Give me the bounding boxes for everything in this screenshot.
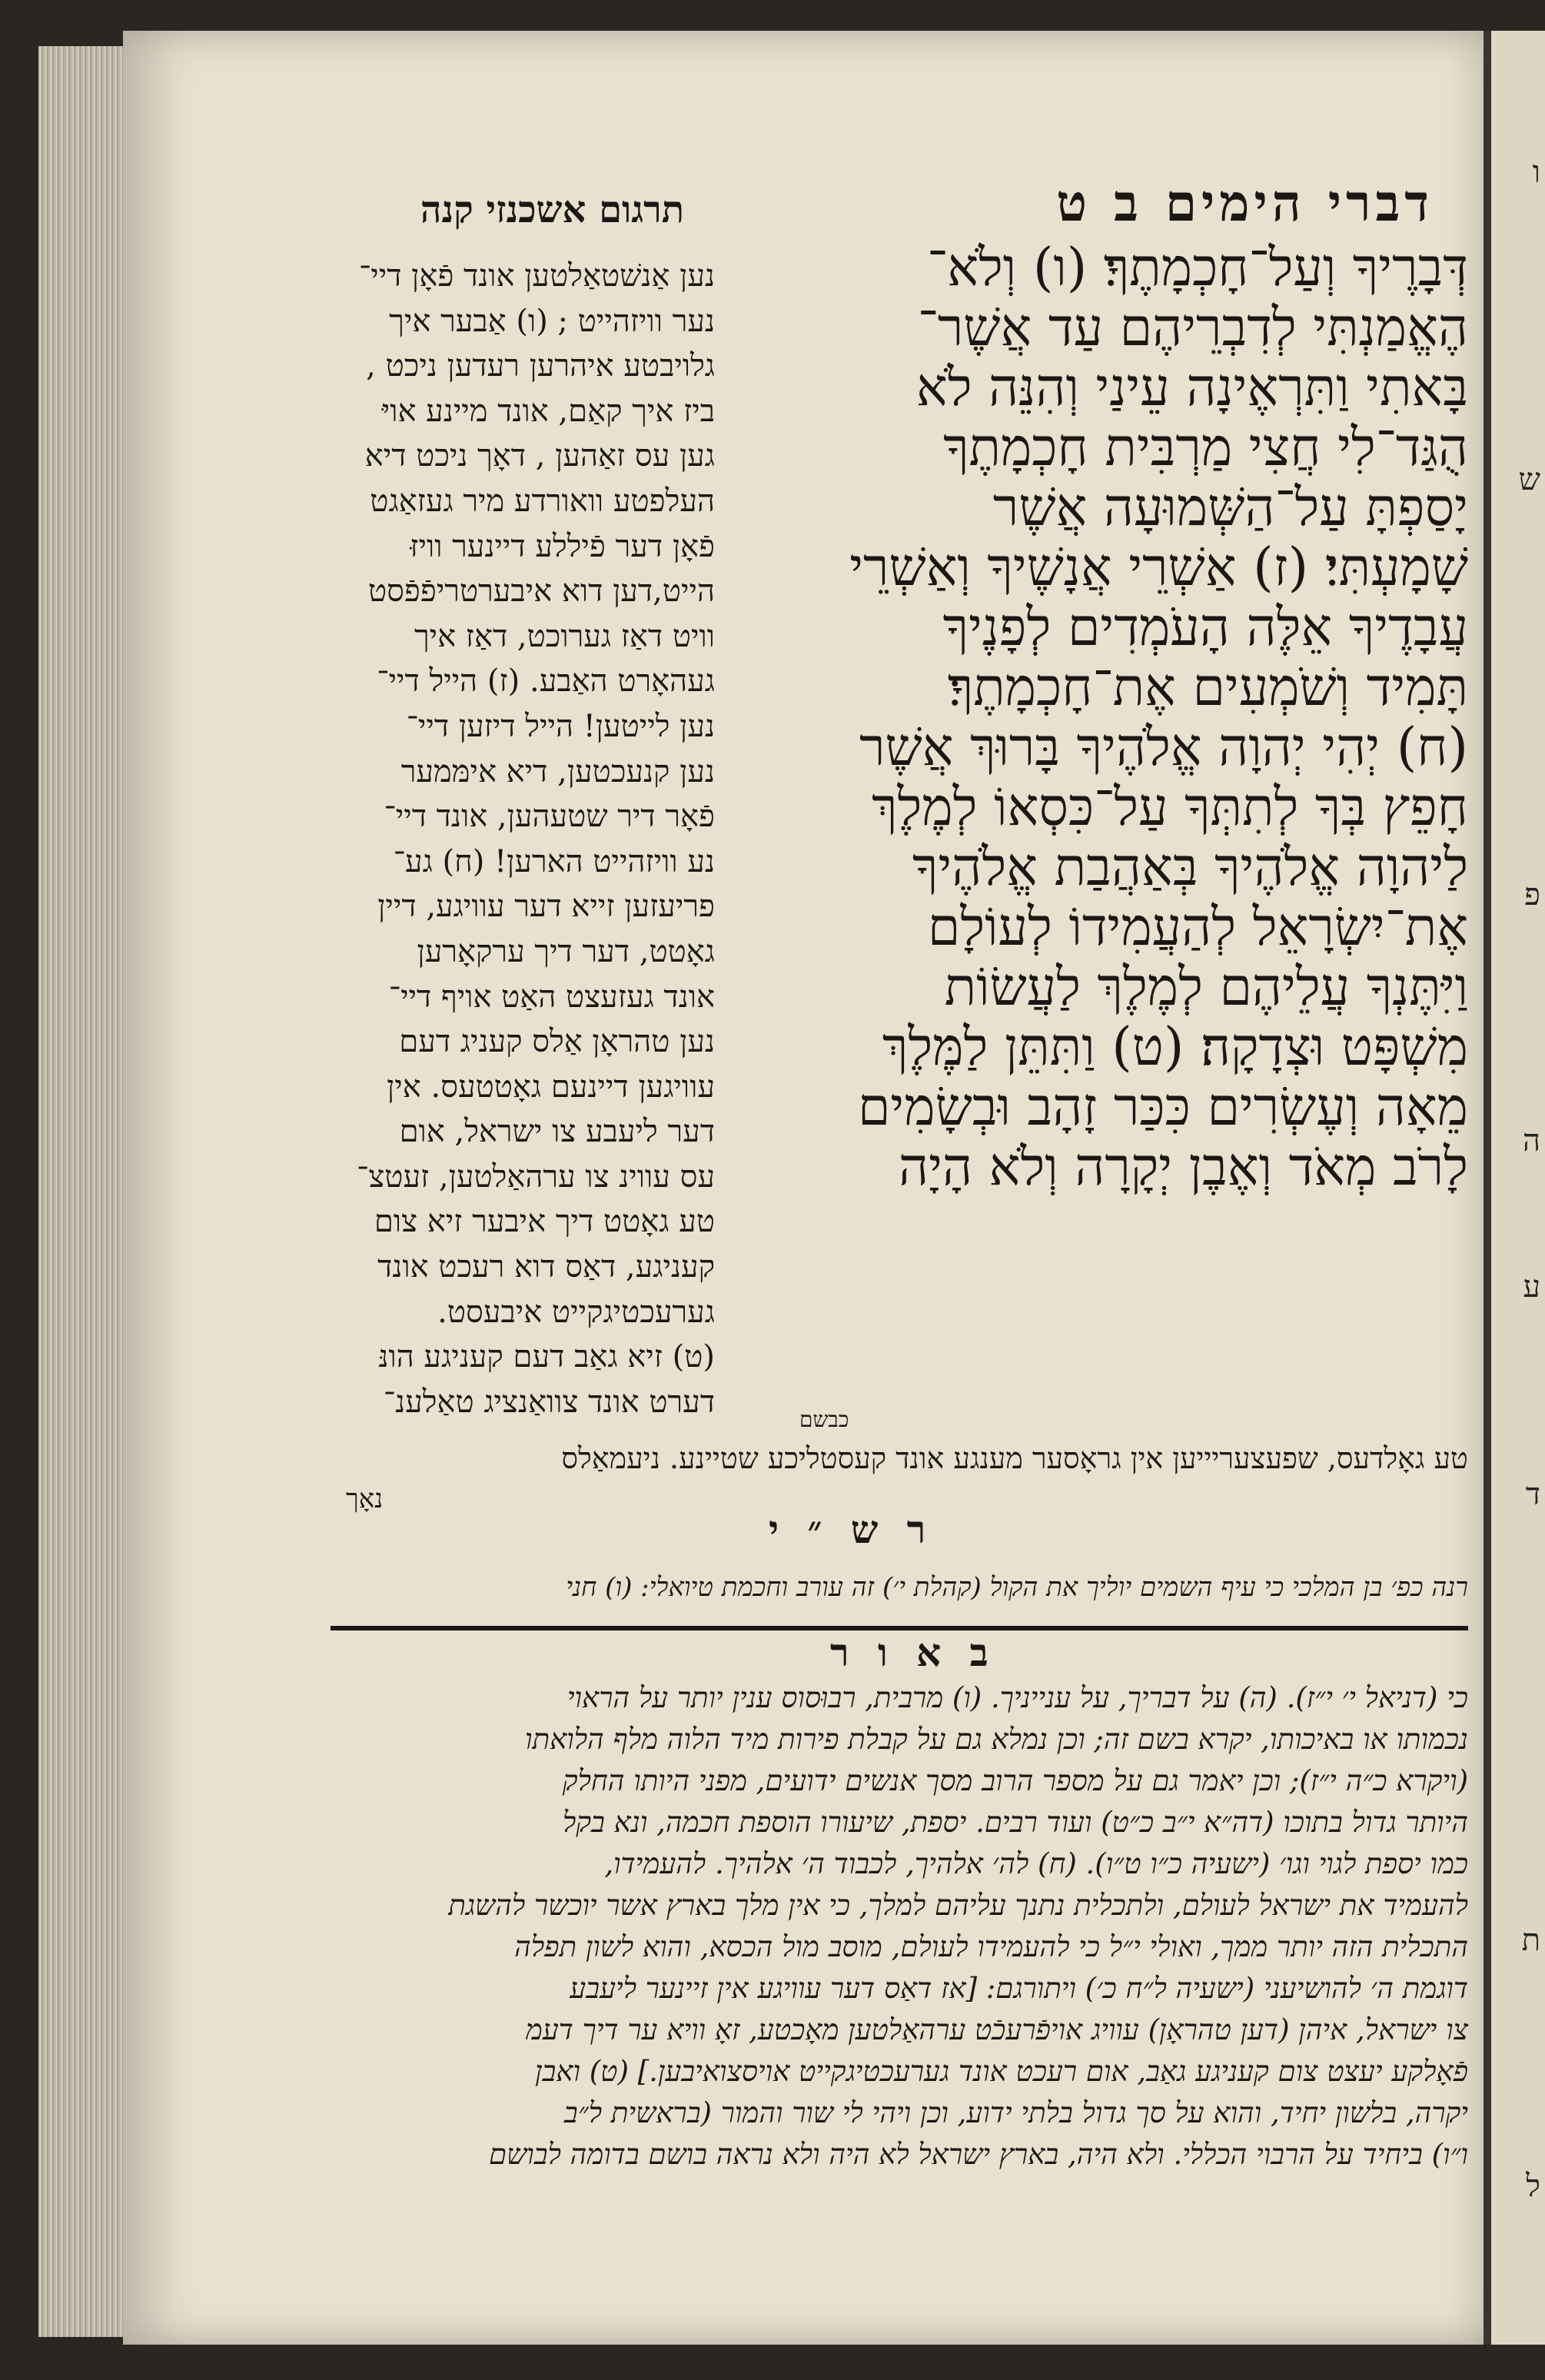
biur-line: נכמותו או באיכותו, יקרא בשם זה; וכן נמלא גם על קבלת פירות מיד הלוה מלף הלואתו	[525, 1723, 1468, 1756]
running-head-translation-title: תרגום אשכנזי קנה	[420, 188, 684, 231]
facing-page-glyph: ת	[1521, 1923, 1540, 1958]
biur-line: ו״ו) ביחיד על הרבוי הכללי. ולא היה, בארץ ישראל לא היה ולא נראה בושם בדומה לבושם	[488, 2138, 1468, 2171]
facing-page-glyph: ד	[1525, 1477, 1540, 1512]
translation-line: נען קנעכטען, דיא אימּמער	[400, 753, 715, 789]
main-text-line: וַיִּתֶּנְךָ עֲלֵיהֶם לְמֶלֶךְ לַעֲשׂוֹת	[944, 957, 1468, 1018]
translation-line: טע גאָטט דיך איבער זיא צום	[374, 1204, 715, 1240]
rashi-heading: ר ש ״ י	[769, 1507, 934, 1552]
main-text-line: לָרֹב מְאֹד וְאֶבֶן יְקָרָה וְלֹא הָיָה	[899, 1137, 1468, 1198]
translation-line: געהאָרט האַבע. (ז) הייל דיי־	[377, 663, 715, 700]
facing-page-glyph: ו	[1532, 155, 1540, 190]
main-text-line: יָסַפְתָּ עַל־הַשְּׁמוּעָה אֲשֶׁר	[992, 477, 1468, 538]
translation-line: אונד געזעצט האַט אויף דיי־	[388, 979, 715, 1015]
facing-page-edge	[1484, 31, 1545, 2345]
translation-line: דער ליעבע צו ישראל, אום	[399, 1114, 715, 1150]
facing-page-glyph: ל	[1526, 2169, 1540, 2204]
biur-line: (ויקרא כ״ה י״ז); וכן יאמר גם על מספר הרוב מסך אנשים ידועים, מפני היותו החלק	[562, 1764, 1468, 1797]
main-catchword: כבשם	[799, 1407, 849, 1432]
main-text-line: (ח) יְהִי יְהוָה אֱלֹהֶיךָ בָּרוּךְ אֲשֶׁר	[859, 717, 1468, 778]
facing-page-glyph: ש	[1518, 462, 1540, 497]
main-text-line: הֻגַּד־לִי חֲצִי מַרְבִּית חָכְמָתֶךָ	[943, 417, 1468, 478]
translation-line: עוויגען דיינעם גאָטטעס. אין	[387, 1069, 715, 1105]
running-head-book-title: דברי הימים ב ט	[1056, 173, 1434, 233]
translation-line: נען לייטען! הייל דיזען דיי־	[406, 708, 715, 744]
translation-line: קעניגע, דאַס דוא רעכט אונד	[377, 1249, 715, 1285]
translation-line: נען אַנשׁטאַלטען אונד פֿאָן דיי־	[358, 258, 715, 294]
translation-column	[323, 254, 715, 1424]
biur-line: להעמיד את ישראל לעולם, ולתכלית נתנך עליהם למלך, כי אין מלך בארץ אשר יוכשר להשגת	[448, 1889, 1468, 1922]
translation-line: ביז איך קאַם, אונד מיינע אויּ	[381, 393, 715, 429]
translation-line: עס עווינ צו ערהאַלטען, זעטצ־	[357, 1158, 715, 1195]
main-text-line: דְּבָרֶיךָ וְעַל־חָכְמָתֶךָ׃ (ו) וְלֹא־	[927, 238, 1468, 298]
translation-line: פריעזען זייא דער עוויגע, דיין	[377, 889, 715, 925]
biur-line: התכלית הזה יותר ממך, ואולי י״ל כי להעמידו לעולם, מוסב מול הכסא, והוא לשון תפלה	[514, 1930, 1468, 1963]
translation-line: נע וויזהייט הארען! (ח) גע־	[393, 843, 715, 879]
translation-line: גאָטט, דער דיך ערקאָרען	[417, 933, 715, 969]
translation-line: (ט) זיא גאַב דעם קעניגע הונּ	[378, 1339, 715, 1375]
translation-line: נען טהראָן אַלס קעניג דעם	[399, 1024, 715, 1060]
biur-line: דוגמת ה׳ להושיעני (ישעיה ל״ח כ׳) ויתורגם: [אז דאַס דער עוויגע אין זיינער ליעבע	[570, 1972, 1468, 2005]
translation-line: העלפטע וואורדע מיר געזאַגט	[370, 483, 715, 519]
facing-page-glyph: ה	[1522, 1123, 1540, 1158]
main-text-line: מֵאָה וְעֶשְׂרִים כִּכַּר זָהָב וּבְשָׂמִים	[858, 1077, 1468, 1138]
biur-line: פֿאָלקע יעצט צום קעניגע גאַב, אום רעכט אונד גערעכטיגקייט אויסצואיבען.] (ט) ואבן	[535, 2055, 1468, 2088]
main-hebrew-column	[730, 238, 1468, 1198]
rashi-text: רנה כפ׳ בן המלכי כי עיף השמים יוליך את הקול (קהלת י׳) זה עורב וחכמת טיואלי: (ו) חני	[566, 1572, 1468, 1603]
main-text-line: לַיהוָה אֱלֹהֶיךָ בְּאַהֲבַת אֱלֹהֶיךָ	[912, 837, 1468, 898]
facing-page-glyph: פ	[1524, 877, 1540, 912]
translation-line: גלויבטע איהרען רעדען ניכט ,	[366, 348, 715, 384]
translation-line: הייט,דען דוא איבערטריפֿפֿסט	[367, 573, 715, 610]
biur-line: כי (דניאל י׳ י״ז). (ה) על דבריך, על ענייניך. (ו) מרבית, רבוּסוס ענין יותר על הראוי	[566, 1681, 1468, 1714]
biur-line: צו ישראל, איהן (דען טהראָן) עוויג אויפֿרעכֿט ערהאַלטען מאָכטע, זאָ וויא ער דיך דעמ	[525, 2013, 1468, 2046]
biur-line: כמו יספת לגוי וגו׳ (ישעיה כ״ו ט״ו). (ח) לה׳ אלהיך, לכבוד ה׳ אלהיך. להעמידו,	[604, 1847, 1468, 1880]
main-text-line: מִשְׁפָּט וּצְדָקָה׃ (ט) וַתִּתֵּן לַמֶּלֶךְ	[882, 1017, 1468, 1078]
translation-line: נער וויזהייט ; (ו) אַבער איך	[389, 303, 715, 339]
biur-heading: ב א ו ר	[830, 1630, 996, 1675]
main-text-line: בָּאתִי וַתִּרְאֶינָה עֵינַי וְהִנֵּה לֹא	[915, 357, 1468, 418]
main-text-line: שָׁמָעְתִּי׃ (ז) אַשְׁרֵי אֲנָשֶׁיךָ וְאַשְׁרֵי	[849, 537, 1468, 598]
translation-catchword: נאָך	[346, 1484, 384, 1514]
main-text-line: חָפֵץ בְּךָ לְתִתְּךָ עַל־כִּסְאוֹ לְמֶלֶךְ	[872, 777, 1468, 838]
page-edge-left	[38, 46, 123, 2337]
main-text-line: אֶת־יִשְׂרָאֵל לְהַעֲמִידוֹ לְעוֹלָם	[927, 897, 1468, 958]
translation-line: פֿאָר דיר שטעהען, אונד דיי־	[384, 799, 715, 835]
main-text-line: עֲבָדֶיךָ אֵלֶּה הָעֹמְדִים לְפָנֶיךָ	[942, 597, 1468, 658]
translation-line: וויט דאַז גערוכט, דאַז איך	[414, 618, 715, 654]
translation-line: גען עס זאַהען , דאָך ניכט דיא	[364, 438, 715, 474]
translation-continuation-line: טע גאָלדעס, שפעצעריייען אין גראָסער מענגע אונד קעסטליכע שטיינע. ניעמאַלס	[561, 1441, 1468, 1475]
main-text-line: תָּמִיד וְשֹׁמְעִים אֶת־חָכְמָתֶךָ׃	[947, 657, 1468, 718]
facing-page-glyph: ע	[1523, 1269, 1540, 1305]
translation-line: פֿאָן דער פֿיללע דיינער וויזּ	[410, 528, 715, 564]
translation-line: דערט אונד צוואַנציג טאַלענ־	[383, 1384, 715, 1420]
biur-line: היותר גדול בתוכו (דה״א י״ב כ״ט) ועוד רבים. יספת, שיעורו הוספת חכמה, ונא בקל	[562, 1806, 1468, 1839]
main-text-line: הֶאֱמַנְתִּי לְדִבְרֵיהֶם עַד אֲשֶׁר־	[917, 298, 1468, 358]
biur-line: יקרה, בלשון יחיד, והוא על סך גדול בלתי ידוע, וכן ויהי לי שור והמור (בראשית ל״ב	[563, 2096, 1468, 2129]
translation-line: גערעכטיגקייט איבעסט.	[437, 1294, 715, 1330]
